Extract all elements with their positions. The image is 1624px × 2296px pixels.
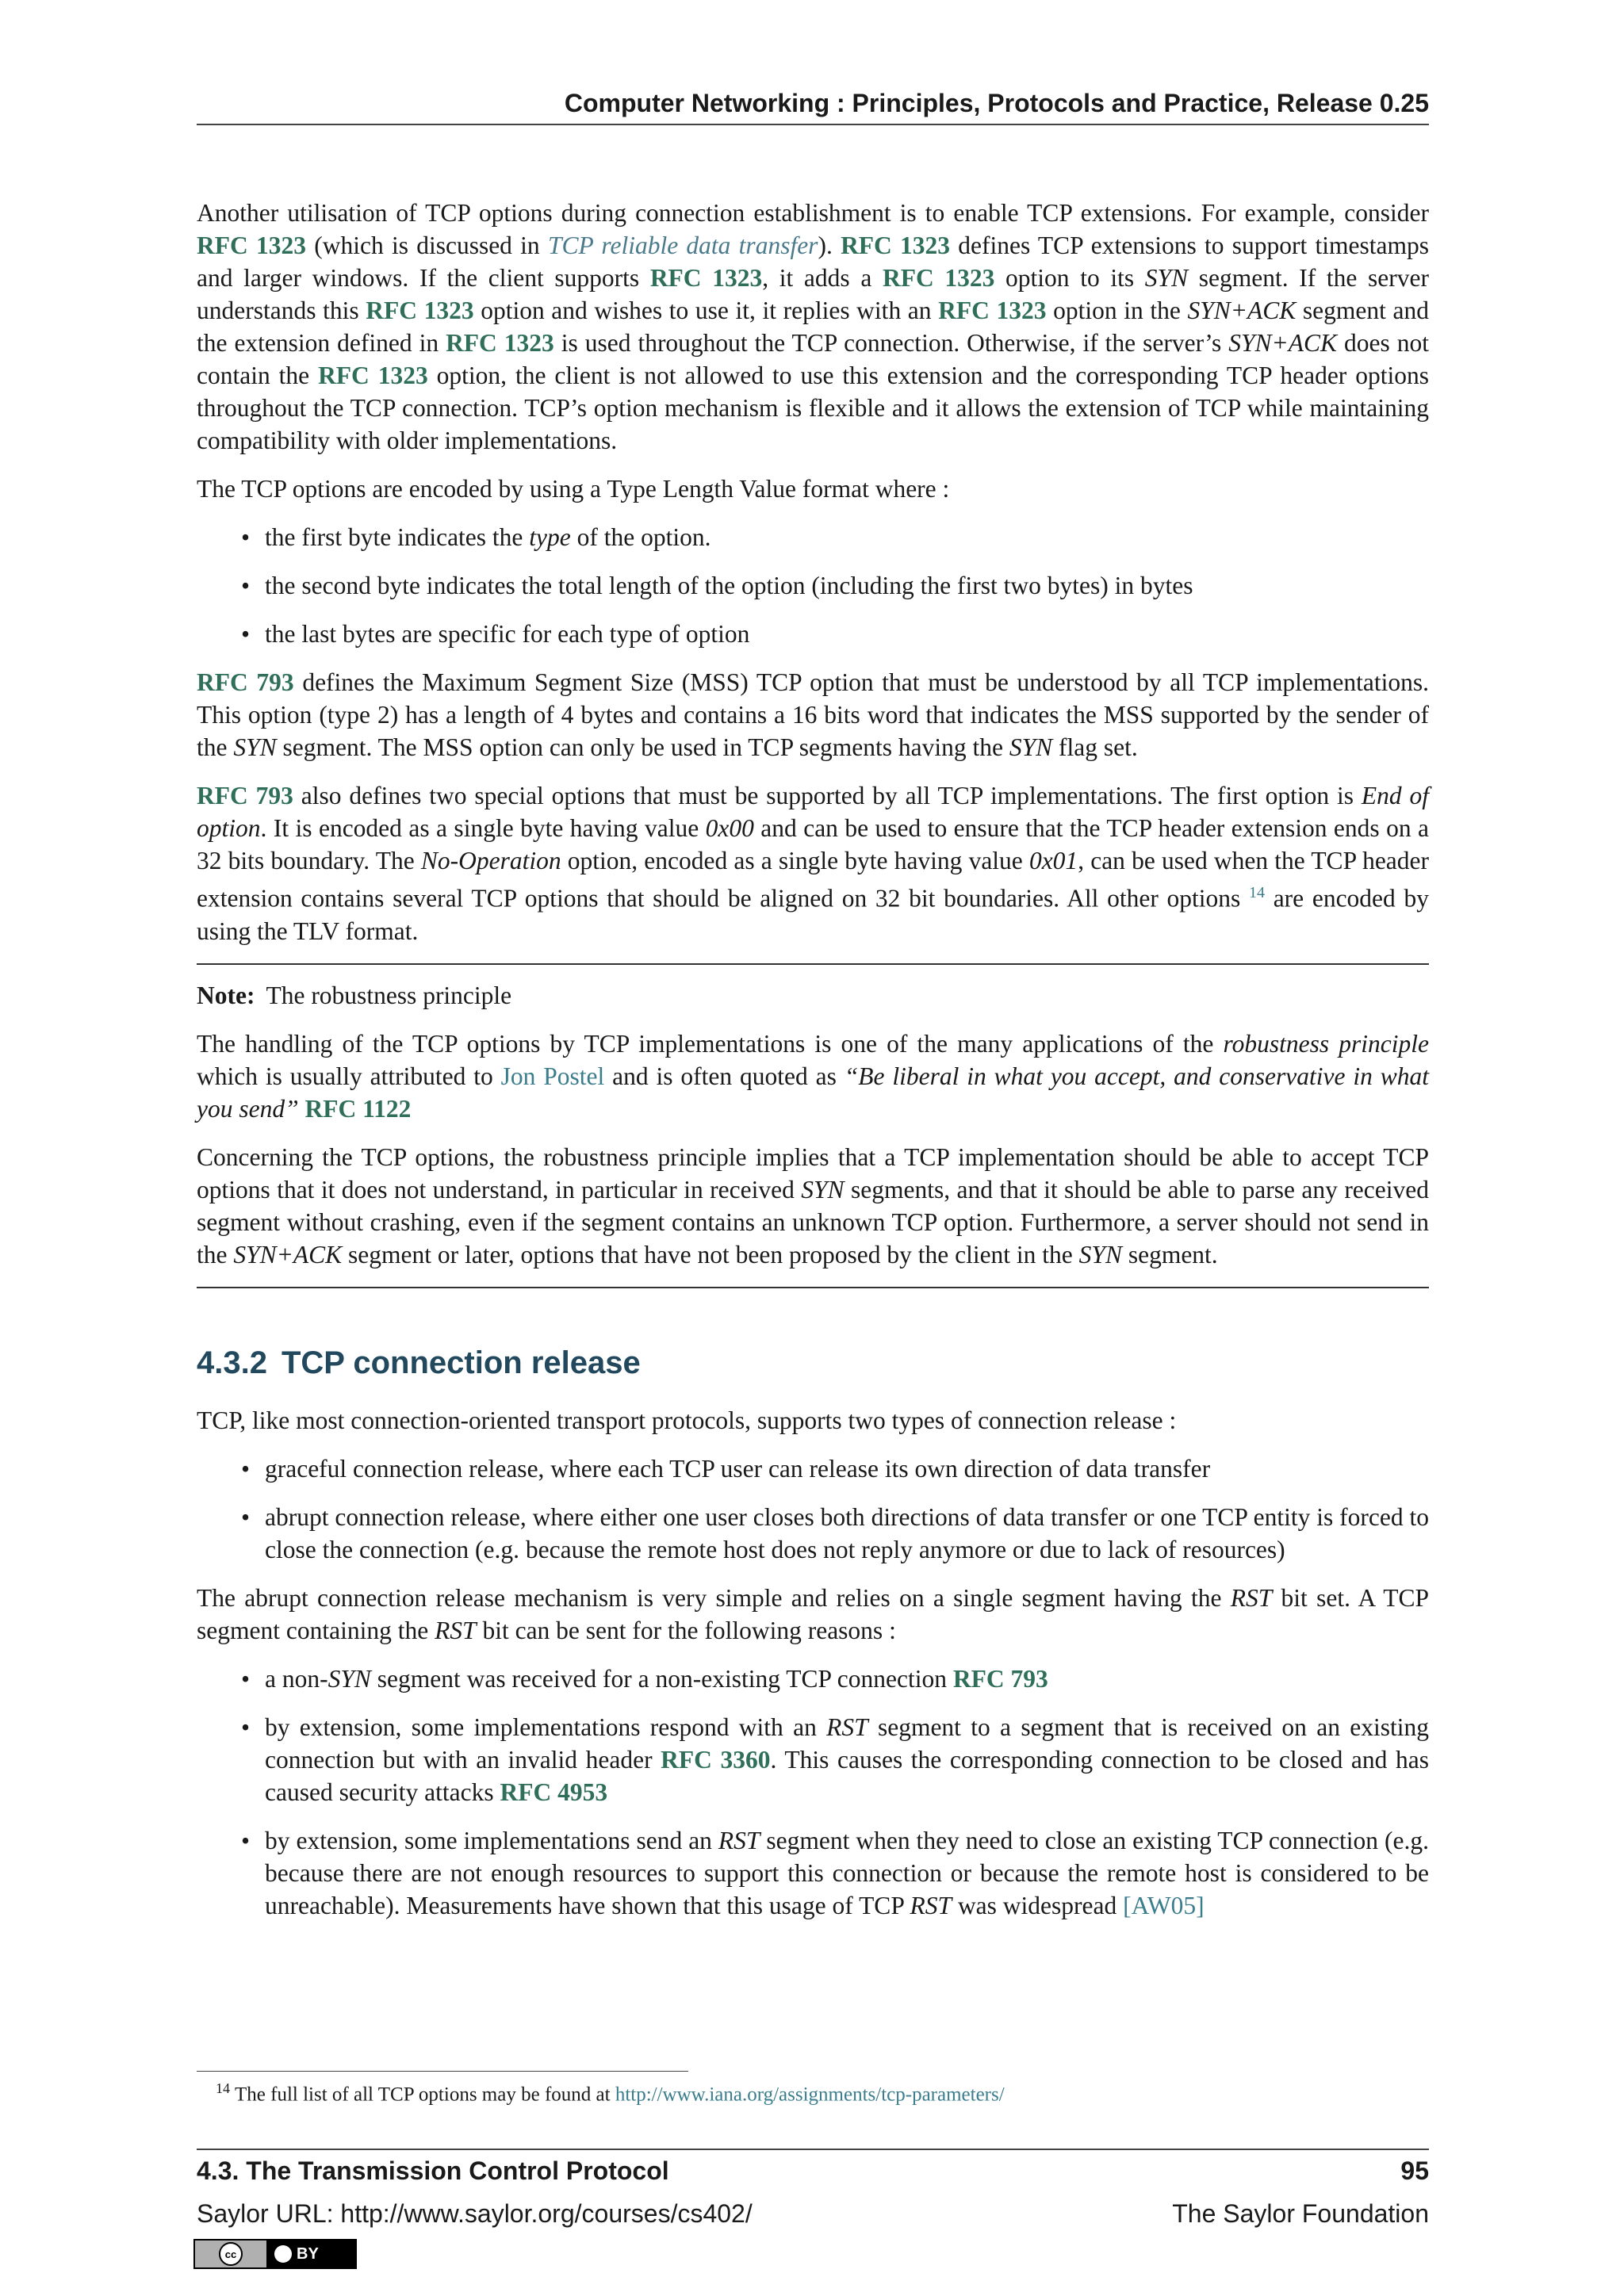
text: bit set. A TCP segment containing the — [197, 1583, 1429, 1644]
cc-by-label — [266, 2241, 355, 2267]
text: option, the client is not allowed to use this extension and the corresponding TCP header options throughout the TCP connection. TCP’s option mechanism is flexible and it allows the extension of TCP while maintaining compatibility with older implementations. — [197, 362, 1429, 454]
text: flag set. — [1052, 733, 1138, 761]
text: segment or later, options that have not been proposed by the client in the — [342, 1240, 1079, 1269]
running-header: Computer Networking : Principles, Protocols and Practice, Release 0.25 — [197, 87, 1429, 125]
list-item — [265, 521, 1429, 553]
rfc-link[interactable]: RFC 793 — [197, 668, 294, 696]
text: segment when they need to close an existing TCP connection (e.g. because there are not enough resources to support this connection or because the remote host is considered to be unreachable). Measurements have shown that this usage of TCP — [265, 1826, 1429, 1919]
rfc-link[interactable]: RFC 4953 — [500, 1777, 608, 1806]
emphasis: 0x01 — [1028, 847, 1078, 874]
emphasis: SYN — [1078, 1240, 1122, 1269]
text: the first byte indicates the — [265, 523, 530, 551]
text: segment and the extension defined in — [197, 297, 1429, 357]
saylor-foundation: The Saylor Foundation — [1172, 2199, 1429, 2228]
emphasis: RST — [435, 1616, 477, 1644]
list-item: • graceful connection release, where each TCP user can release its own direction of data transfer — [265, 1452, 1429, 1485]
text: a non- — [265, 1664, 328, 1693]
body-text — [197, 197, 1429, 1938]
footnote-divider — [197, 2071, 688, 2072]
text: segment to a segment that is received on an existing connection but with an invalid header — [265, 1712, 1429, 1774]
text: , can be used when the TCP header extension contains several TCP options that should be aligned on 32 bit boundaries. All other options — [197, 847, 1430, 913]
text: . It is encoded as a single byte having value — [260, 814, 706, 842]
section-title: TCP connection release — [281, 1345, 641, 1380]
emphasis: RST — [718, 1826, 760, 1854]
emphasis: RST — [910, 1891, 952, 1919]
emphasis: type — [529, 523, 571, 551]
rfc-link[interactable]: RFC 1323 — [366, 297, 474, 324]
note-label: Note: — [197, 981, 255, 1009]
paragraph-release-intro: TCP, like most connection-oriented transport protocols, supports two types of connection release : — [197, 1406, 1177, 1434]
text: which is usually attributed to — [197, 1062, 501, 1090]
footnote-number: 14 — [216, 2080, 230, 2096]
cc-logo — [195, 2241, 266, 2267]
emphasis: No-Operation — [420, 847, 561, 874]
emphasis: robustness principle — [1223, 1029, 1429, 1058]
tlv-list — [197, 521, 1429, 650]
emphasis: RST — [826, 1712, 868, 1741]
text: option to its — [994, 264, 1145, 292]
footnote — [216, 2076, 1005, 2107]
list-item: • the last bytes are specific for each type of option — [265, 618, 1429, 650]
section-heading — [197, 1344, 1429, 1382]
emphasis: SYN+ACK — [1187, 297, 1297, 324]
text: by extension, some implementations send an — [265, 1826, 718, 1854]
text: by extension, some implementations respond with an — [265, 1712, 827, 1741]
person-icon — [274, 2245, 292, 2263]
emphasis: RST — [1230, 1583, 1273, 1612]
rfc-link[interactable]: RFC 793 — [952, 1664, 1048, 1693]
rst-reasons-list — [197, 1663, 1429, 1922]
emphasis: 0x00 — [705, 814, 754, 842]
text: option in the — [1046, 297, 1188, 324]
text: defines TCP extensions to support timestamps and larger windows. If the client supports — [197, 232, 1429, 292]
page-number: 95 — [1400, 2156, 1429, 2185]
text: The handling of the TCP options by TCP implementations is one of the many applications of the — [197, 1029, 1224, 1058]
rfc-link[interactable]: RFC 1323 — [318, 362, 428, 389]
text: segment. The MSS option can only be used in TCP segments having the — [276, 733, 1009, 761]
emphasis: SYN — [1009, 733, 1053, 761]
emphasis: SYN+ACK — [1228, 329, 1338, 357]
text: is used throughout the TCP connection. Otherwise, if the server’s — [553, 329, 1229, 357]
text — [299, 1095, 305, 1123]
rfc-link[interactable]: RFC 3360 — [661, 1745, 771, 1774]
rfc-link[interactable]: RFC 1323 — [841, 232, 951, 259]
text: . This causes the corresponding connection to be closed and has caused security attacks — [265, 1745, 1429, 1806]
text: , it adds a — [762, 264, 883, 292]
list-item — [265, 1824, 1429, 1922]
rfc-link[interactable]: RFC 793 — [197, 782, 293, 809]
emphasis: End of option — [197, 782, 1429, 842]
text: segments, and that it should be able to parse any received segment without crashing, even if the segment contains an unknown TCP option. Furthermore, a server should not send in the — [197, 1175, 1429, 1269]
jon-postel-link[interactable]: Jon Postel — [500, 1062, 605, 1090]
emphasis: “Be liberal in what you accept, and conservative in what you send” — [197, 1062, 1429, 1123]
list-item: • abrupt connection release, where either one user closes both directions of data transfer or one TCP entity is forced to close the connection (e.g. because the remote host does not reply anymore or due to lack of resources) — [265, 1501, 1429, 1566]
paragraph-abrupt-release — [197, 1582, 1429, 1647]
note-box — [197, 963, 1429, 1288]
text: segment was received for a non-existing TCP connection — [370, 1664, 953, 1693]
text: option and wishes to use it, it replies with an — [473, 297, 939, 324]
paragraph-special-options — [197, 779, 1429, 947]
paragraph-tlv-intro: The TCP options are encoded by using a Type Length Value format where : — [197, 475, 950, 503]
section-number: 4.3.2 — [197, 1345, 267, 1380]
note-heading: The robustness principle — [266, 981, 512, 1009]
text: was widespread — [952, 1891, 1124, 1919]
emphasis: SYN+ACK — [233, 1240, 343, 1269]
footer-section: 4.3. The Transmission Control Protocol — [197, 2156, 669, 2185]
text: defines the Maximum Segment Size (MSS) TCP option that must be understood by all TCP implementations. This option (type 2) has a length of 4 bytes and contains a 16 bits word that indicates the MSS supported by the sender of the — [197, 668, 1429, 761]
cc-license-badge[interactable] — [193, 2239, 357, 2269]
text: of the option. — [570, 523, 711, 551]
text: bit can be sent for the following reasons : — [476, 1616, 896, 1644]
paragraph-mss — [197, 666, 1429, 763]
cc-by-text: BY — [297, 2244, 319, 2263]
paragraph-tcp-extensions — [197, 197, 1429, 457]
release-list — [197, 1452, 1429, 1566]
text: does not contain the — [197, 329, 1429, 389]
rfc-link[interactable]: RFC 1122 — [304, 1094, 412, 1123]
emphasis: SYN — [233, 733, 277, 761]
list-item — [265, 1711, 1429, 1808]
text: option, encoded as a single byte having value — [561, 847, 1029, 874]
footnote-text: The full list of all TCP options may be found at — [235, 2084, 615, 2106]
footnote-url-link[interactable]: http://www.iana.org/assignments/tcp-parameters/ — [615, 2084, 1005, 2106]
text: Concerning the TCP options, the robustness principle implies that a TCP implementation should be able to accept TCP options that it does not understand, in particular in received — [197, 1142, 1429, 1203]
emphasis: SYN — [1144, 264, 1189, 292]
note-paragraph — [197, 1027, 1429, 1125]
rfc-link[interactable]: RFC 1323 — [882, 264, 995, 292]
note-title — [197, 979, 1429, 1012]
text: (which is discussed in — [305, 232, 548, 259]
text: and can be used to ensure that the TCP header extension ends on a 32 bits boundary. The — [197, 814, 1429, 874]
text: segment. If the server understands this — [197, 264, 1429, 324]
saylor-url: Saylor URL: http://www.saylor.org/courses/cs402/ — [197, 2199, 753, 2228]
citation-link[interactable]: [AW05] — [1123, 1891, 1205, 1919]
emphasis: SYN — [327, 1664, 371, 1693]
note-paragraph — [197, 1141, 1429, 1271]
text: ). — [818, 232, 841, 259]
footer-divider — [197, 2149, 1429, 2150]
cc-icon: cc — [219, 2242, 243, 2266]
text: segment. — [1121, 1240, 1218, 1269]
rfc-link[interactable]: RFC 1323 — [649, 264, 763, 292]
text: also defines two special options that must be supported by all TCP implementations. The first option is — [293, 782, 1362, 809]
text: Another utilisation of TCP options during connection establishment is to enable TCP extensions. For example, consider — [197, 199, 1429, 227]
emphasis: SYN — [801, 1175, 845, 1203]
text: are encoded by using the TLV format. — [197, 884, 1429, 945]
rfc-link[interactable]: RFC 1323 — [197, 232, 306, 259]
xref-link[interactable]: TCP reliable data transfer — [547, 232, 818, 259]
footnote-ref-link[interactable]: 14 — [1248, 884, 1265, 901]
text: and is often quoted as — [604, 1062, 845, 1090]
text: The abrupt connection release mechanism is very simple and relies on a single segment having the — [197, 1583, 1231, 1612]
list-item: • the second byte indicates the total length of the option (including the first two bytes) in bytes — [265, 569, 1429, 602]
rfc-link[interactable]: RFC 1323 — [446, 329, 554, 357]
rfc-link[interactable]: RFC 1323 — [938, 297, 1047, 324]
list-item — [265, 1663, 1429, 1695]
